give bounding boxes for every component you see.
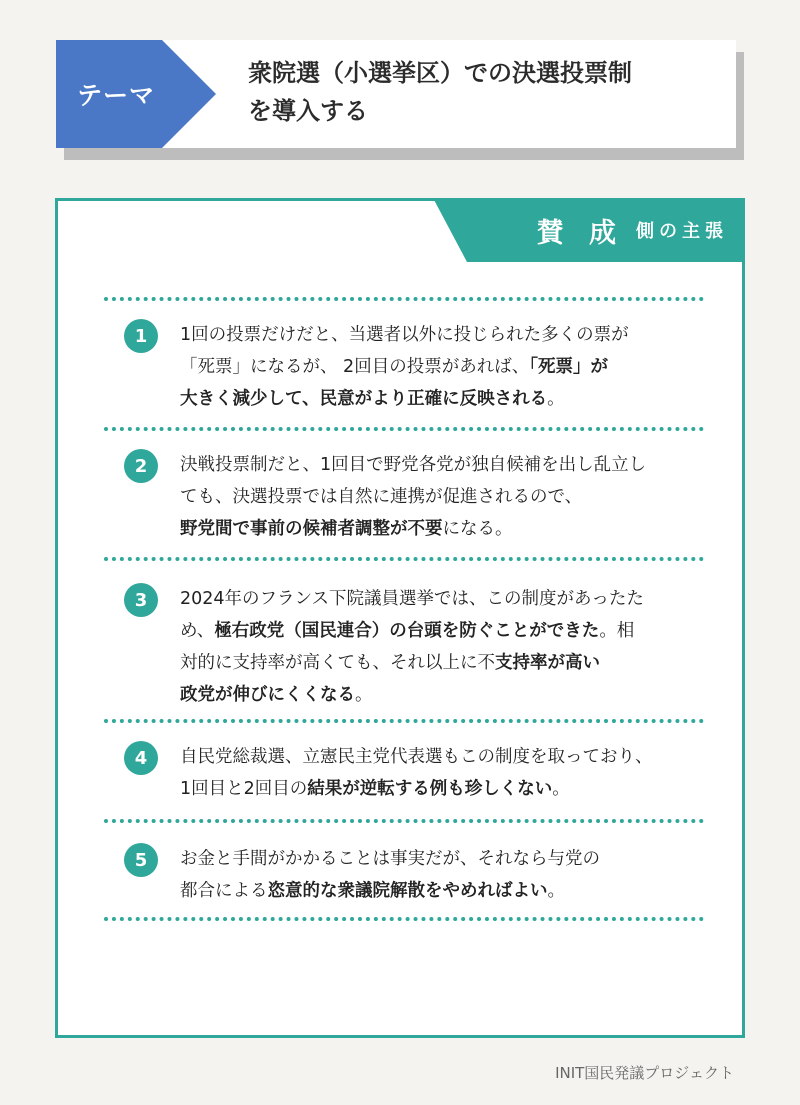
argument-line: [180, 741, 740, 773]
argument-line: [180, 383, 740, 415]
argument-text: [180, 583, 740, 711]
argument-line: [180, 773, 740, 805]
theme-title-line-2: を導入する: [248, 97, 368, 125]
item-number-badge: 1: [124, 319, 158, 353]
body-text: ても、決選投票では自然に連携が促進されるので、: [180, 487, 583, 507]
divider: [104, 819, 704, 823]
argument-line: [180, 481, 740, 513]
body-text: 都合による: [180, 881, 268, 901]
theme-title-line-1: 衆院選（小選挙区）での決選投票制: [248, 59, 632, 87]
body-text: 。: [547, 389, 565, 409]
body-text: 決戦投票制だと、1回目で野党各党が独自候補を出し乱立し: [180, 455, 647, 475]
argument-line: [180, 679, 740, 711]
body-text: 。: [552, 779, 570, 799]
argument-line: [180, 875, 740, 907]
body-text: 。相: [599, 621, 635, 641]
divider: [104, 917, 704, 921]
item-number-badge: 2: [124, 449, 158, 483]
divider: [104, 427, 704, 431]
body-text: 2024年のフランス下院議員選挙では、この制度があったた: [180, 589, 644, 609]
emphasis-text: 政党が伸びにくくなる: [180, 685, 355, 705]
pro-ribbon-main: 賛 成: [536, 217, 624, 249]
argument-line: [180, 647, 740, 679]
body-text: 1回目と2回目の: [180, 779, 308, 799]
emphasis-text: 恣意的な衆議院解散をやめればよい: [267, 881, 548, 901]
argument-line: [180, 351, 740, 383]
emphasis-text: 大きく減少して、民意がより正確に反映される: [180, 389, 548, 409]
argument-line: [180, 319, 740, 351]
item-number-badge: 5: [124, 843, 158, 877]
emphasis-text: 極右政党（国民連合）の台頭を防ぐことができた: [214, 621, 600, 641]
theme-tag-label: テーマ: [76, 81, 155, 110]
argument-line: [180, 449, 740, 481]
body-text: 自民党総裁選、立憲民主党代表選もこの制度を取っており、: [180, 747, 653, 767]
argument-line: [180, 615, 740, 647]
item-number-badge: 3: [124, 583, 158, 617]
footer-credit: INIT国民発議プロジェクト: [555, 1064, 734, 1082]
item-number-badge: 4: [124, 741, 158, 775]
body-text: 「死票」になるが、 2回目の投票があれば、: [180, 357, 530, 377]
body-text: 。: [547, 881, 565, 901]
argument-text: [180, 741, 740, 805]
emphasis-text: 支持率が高い: [495, 653, 600, 673]
argument-text: [180, 449, 740, 545]
body-text: になる。: [442, 519, 513, 539]
body-text: 対的に支持率が高くても、それ以上に不: [180, 653, 495, 673]
divider: [104, 719, 704, 723]
body-text: お金と手間がかかることは事実だが、それなら与党の: [180, 849, 600, 869]
body-text: め、: [180, 621, 215, 641]
argument-text: [180, 319, 740, 415]
argument-line: [180, 843, 740, 875]
argument-line: [180, 513, 740, 545]
divider: [104, 557, 704, 561]
pro-ribbon-label: [537, 198, 728, 262]
divider: [104, 297, 704, 301]
theme-title: [248, 54, 718, 130]
emphasis-text: 野党間で事前の候補者調整が不要: [180, 519, 443, 539]
argument-text: [180, 843, 740, 907]
emphasis-text: 結果が逆転する例も珍しくない: [307, 779, 553, 799]
body-text: 。: [355, 685, 373, 705]
argument-line: [180, 583, 740, 615]
emphasis-text: 「死票」が: [529, 357, 608, 377]
pro-arguments-card: [55, 198, 745, 1038]
body-text: 1回の投票だけだと、当選者以外に投じられた多くの票が: [180, 325, 629, 345]
pro-ribbon-sub: 側の主張: [636, 221, 728, 242]
